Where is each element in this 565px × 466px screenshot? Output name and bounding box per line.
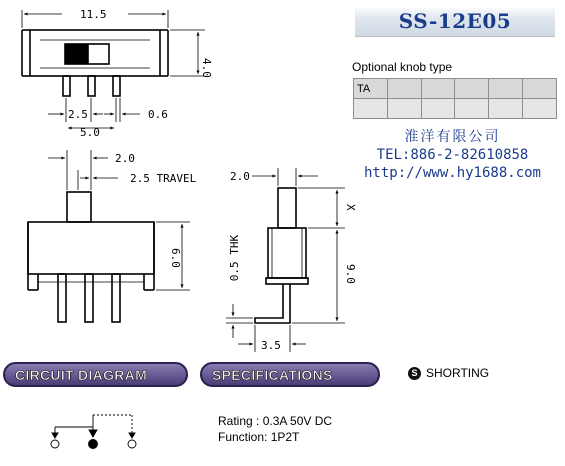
table-cell (455, 79, 489, 99)
table-cell (387, 99, 421, 119)
front-view-dims (48, 150, 190, 290)
dim-height: 4.0 (200, 58, 213, 78)
front-view (28, 192, 154, 322)
table-row (354, 79, 557, 99)
table-cell (421, 79, 455, 99)
knob-type-label: Optional knob type (352, 60, 453, 74)
shorting-s-icon: S (408, 367, 421, 380)
circuit-diagram-label: CIRCUIT DIAGRAM (15, 366, 148, 383)
dim-foot: 3.5 (261, 339, 281, 352)
shorting-label: SHORTING (426, 366, 490, 380)
specifications-text (218, 413, 332, 445)
table-cell (354, 99, 388, 119)
table-cell (455, 99, 489, 119)
company-url[interactable]: http://www.hy1688.com (363, 165, 541, 181)
side-view (255, 188, 308, 323)
company-name: 淮洋有限公司 (404, 129, 501, 145)
table-cell (489, 79, 523, 99)
dim-knob-width: 2.0 (115, 152, 135, 165)
spec-rating: Rating : 0.3A 50V DC (218, 414, 333, 428)
dim-pin-width: 0.6 (148, 108, 168, 121)
table-row (354, 99, 557, 119)
dim-body-height: 6.0 (169, 248, 182, 268)
specifications-label: SPECIFICATIONS (212, 366, 333, 383)
dim-pin-pitch: 2.5 (68, 108, 88, 121)
table-cell (523, 79, 557, 99)
side-view-dims (226, 168, 345, 352)
dim-travel: 2.5 TRAVEL (130, 172, 197, 185)
dim-side-height: 9.0 (344, 264, 357, 284)
dim-pin-span: 5.0 (80, 126, 100, 139)
company-info (345, 128, 560, 182)
table-cell (523, 99, 557, 119)
top-view-dims (22, 10, 205, 128)
product-title: SS-12E05 (398, 9, 512, 33)
specifications-heading (200, 362, 380, 387)
table-cell (489, 99, 523, 119)
product-title-banner (355, 6, 555, 37)
spec-function: Function: 1P2T (218, 430, 300, 444)
table-cell (387, 79, 421, 99)
dim-thk: 0.5 THK (228, 234, 241, 282)
dim-width: 11.5 (80, 8, 107, 21)
table-cell: TA (354, 79, 388, 99)
circuit-symbol (51, 415, 136, 449)
dim-x: X (344, 204, 357, 211)
company-tel: TEL:886-2-82610858 (376, 147, 529, 163)
shorting-indicator (408, 366, 489, 380)
table-cell (421, 99, 455, 119)
top-view (22, 30, 168, 96)
dim-side-knob: 2.0 (230, 170, 250, 183)
knob-type-table (353, 78, 557, 119)
circuit-diagram-heading (3, 362, 188, 387)
